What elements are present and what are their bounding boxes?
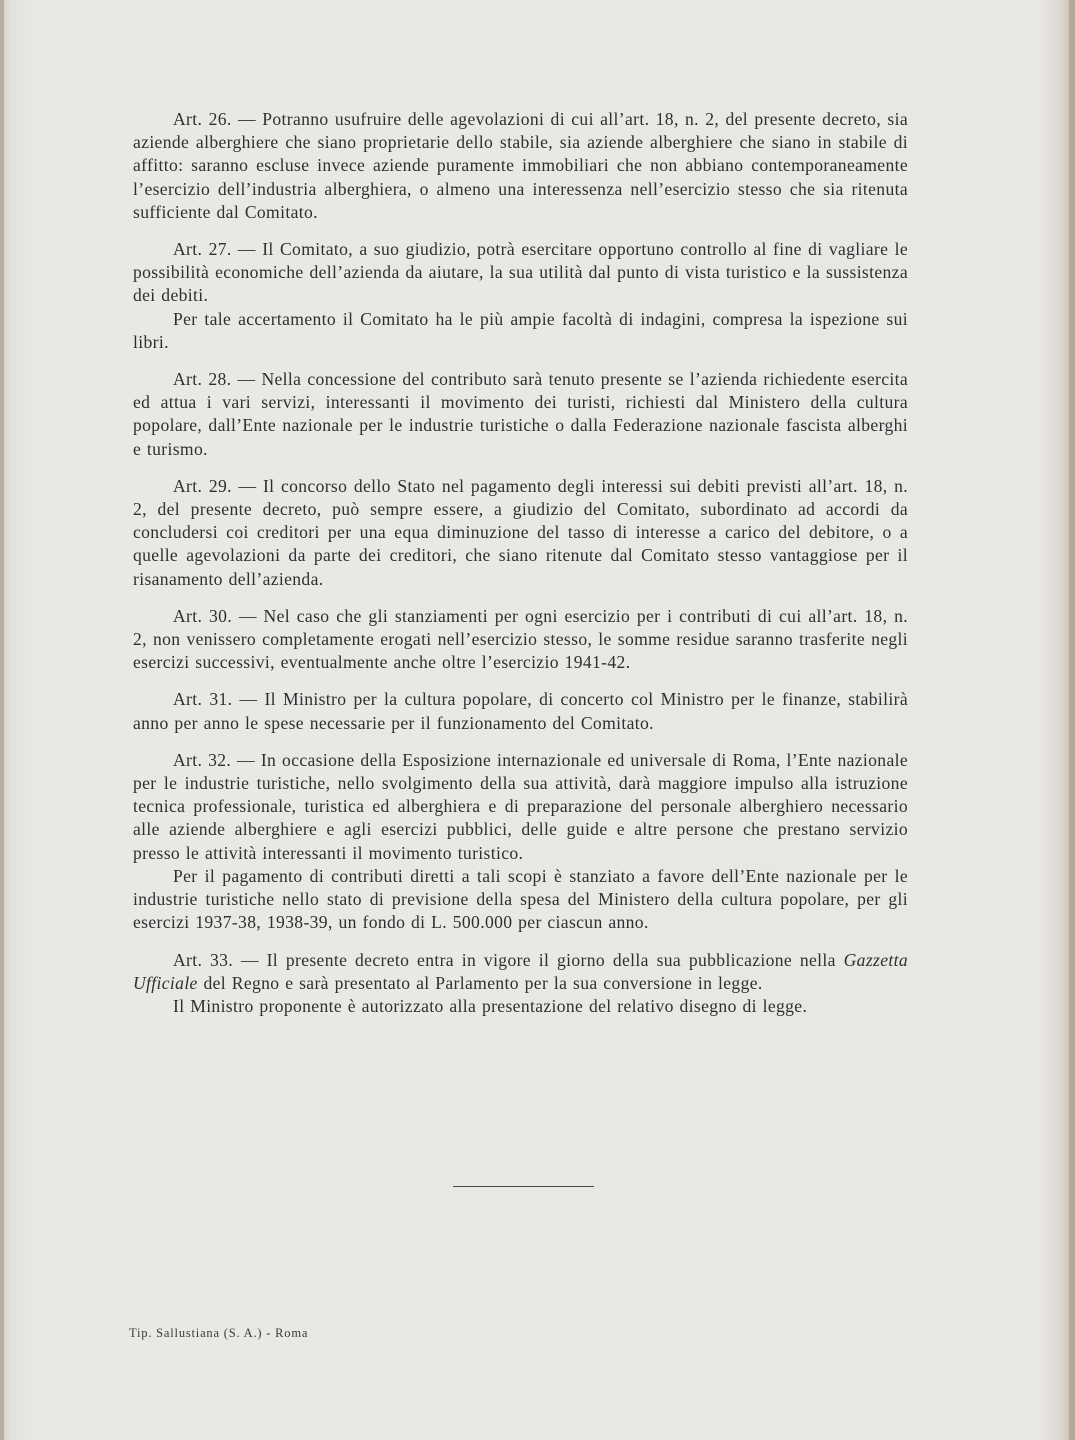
article-33-text-end: del Regno e sarà presentato al Parlamento per la sua conversione in legge. — [203, 972, 763, 993]
printer-credit: Tip. Sallustiana (S. A.) - Roma — [129, 1326, 309, 1340]
gazzetta-ufficiale: Gazzetta Ufficiale — [133, 949, 909, 993]
page-right-edge — [1069, 0, 1075, 1440]
article-30: Art. 30. — Nel caso che gli stanziamenti per ogni esercizio per i contributi di cui all’art. 18, n. 2, non venissero completamente erogati nell’esercizio stesso, le somme residue saranno trasferite negli esercizi successivi, eventualmente anche oltre l’esercizio 1941-42. — [133, 605, 908, 673]
article-33 — [133, 949, 908, 995]
article-28: Art. 28. — Nella concessione del contributo sarà tenuto presente se l’azienda richiedente esercita ed attua i vari servizi, interessanti il movimento dei turisti, richiesti dal Ministero della cultura popolare, dall’Ente nazionale per le industrie turistiche o dalla Federazione nazionale fascista alberghi e turismo. — [133, 369, 908, 459]
closing-rule — [453, 1186, 594, 1187]
article-27-paragraph-2: Per tale accertamento il Comitato ha le più ampie facoltà di indagini, compresa la ispezione sui libri. — [133, 308, 908, 352]
decree-text — [133, 108, 908, 1018]
article-29: Art. 29. — Il concorso dello Stato nel pagamento degli interessi sui debiti previsti all’art. 18, n. 2, del presente decreto, può sempre essere, a giudizio del Comitato, subordinato ad accordi da concludersi coi creditori per una equa diminuzione del tasso di interesse a carico del debitore, o a quelle agevolazioni da parte dei creditori, che siano ritenute dal Comitato stesso vantaggiose per il risanamento dell’azienda. — [133, 475, 908, 589]
page-left-edge — [0, 0, 4, 1440]
article-27: Art. 27. — Il Comitato, a suo giudizio, potrà esercitare opportuno controllo al fine di vagliare le possibilità economiche dell’azienda da aiutare, la sua utilità dal punto di vista turistico e la sussistenza dei debiti. — [133, 239, 908, 306]
article-32-paragraph-2: Per il pagamento di contributi diretti a tali scopi è stanziato a favore dell’Ente nazionale per le industrie turistiche nello stato di previsione della spesa del Ministero della cultura popolare, per gli esercizi 1937-38, 1938-39, un fondo di L. 500.000 per ciascun anno. — [133, 865, 908, 933]
article-31: Art. 31. — Il Ministro per la cultura popolare, di concerto col Ministro per le finanze, stabilirà anno per anno le spese necessarie per il funzionamento del Comitato. — [133, 689, 908, 733]
article-33-text-start: Art. 33. — Il presente decreto entra in vigore il giorno della sua pubblicazione nella — [173, 949, 836, 970]
article-32: Art. 32. — In occasione della Esposizione internazionale ed universale di Roma, l’Ente nazionale per le industrie turistiche, nello svolgimento della sua attività, darà maggiore impulso alla istruzione tecnica professionale, turistica ed alberghiera e di preparazione del personale alberghiero necessario alle aziende alberghiere e agli esercizi pubblici, delle guide e altre persone che prestano servizio presso le attività interessanti il movimento turistico. — [133, 749, 908, 863]
article-26: Art. 26. — Potranno usufruire delle agevolazioni di cui all’art. 18, n. 2, del presente decreto, sia aziende alberghiere che siano proprietarie dello stabile, sia aziende alberghiere che siano in stabile di affitto: saranno escluse invece aziende puramente immobiliari che non abbiano contemporaneamente l’esercizio dell’industria alberghiera, o almeno una interessenza nell’esercizio stesso che sia ritenuta sufficiente dal Comitato. — [133, 109, 908, 222]
article-33-paragraph-2: Il Ministro proponente è autorizzato alla presentazione del relativo disegno di legge. — [173, 995, 808, 1016]
